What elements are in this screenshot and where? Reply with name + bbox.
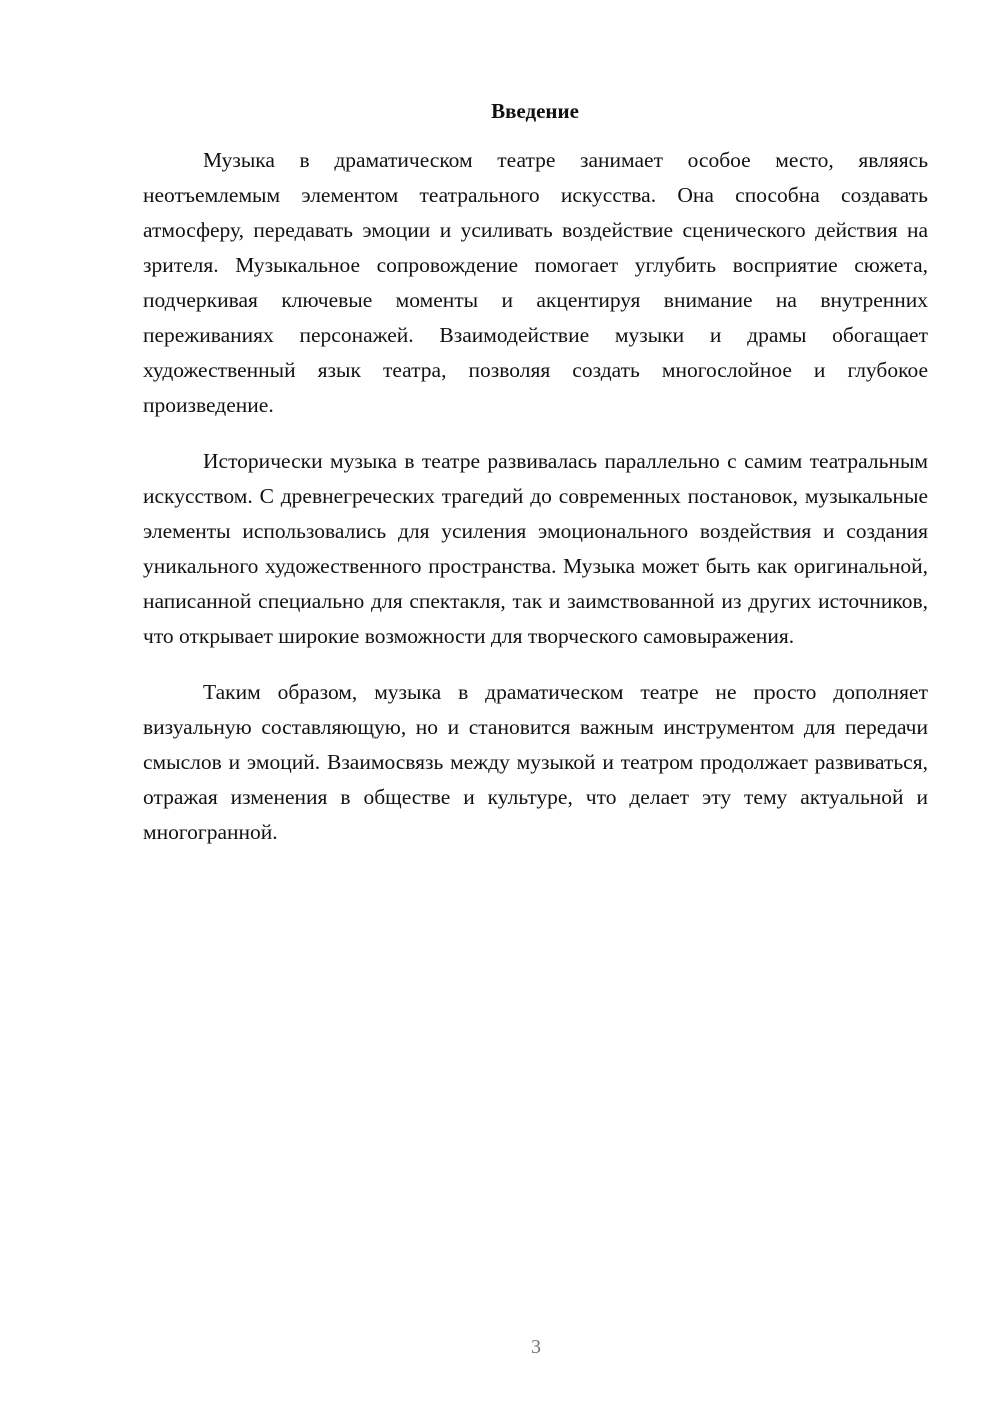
section-title: Введение <box>491 99 579 123</box>
page-number: 3 <box>531 1336 541 1358</box>
paragraph-3: Таким образом, музыка в драматическом театре не просто дополняет визуальную составляющую, но и становится важным инструментом для передачи смыслов и эмоций. Взаимосвязь между музыкой и театром продолжает развиваться, отражая изменения в обществе и культуре, что делает эту тему актуальной и многогранной. <box>143 680 928 844</box>
paragraph-2: Исторически музыка в театре развивалась параллельно с самим театральным искусством. С древнегреческих трагедий до современных постановок, музыкальные элементы использовались для усиления эмоционального воздействия и создания уникального художественного пространства. Музыка может быть как оригинальной, написанной специально для спектакля, так и заимствованной из других источников, что открывает широкие возможности для творческого самовыражения. <box>143 449 928 648</box>
body-text <box>143 143 928 871</box>
paragraph-1: Музыка в драматическом театре занимает особое место, являясь неотъемлемым элементом театрального искусства. Она способна создавать атмосферу, передавать эмоции и усиливать воздействие сценического действия на зрителя. Музыкальное сопровождение помогает углубить восприятие сюжета, подчеркивая ключевые моменты и акцентируя внимание на внутренних переживаниях персонажей. Взаимодействие музыки и драмы обогащает художественный язык театра, позволяя создать многослойное и глубокое произведение. <box>143 148 928 417</box>
